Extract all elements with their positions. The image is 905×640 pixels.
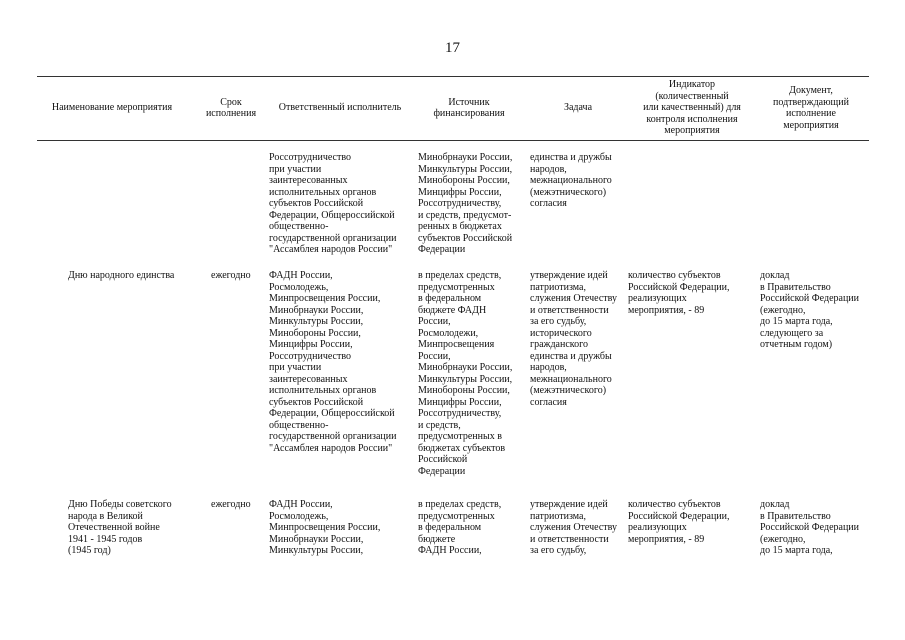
row-task: единства и дружбы народов, межнационального (межэтнического) согласия bbox=[530, 152, 612, 209]
header-task: Задача bbox=[563, 102, 593, 114]
row-document: доклад в Правительство Российской Федерации (ежегодно, до 15 марта года, следующего за отчетным годом) bbox=[760, 270, 860, 350]
header-bottom-rule bbox=[37, 140, 869, 141]
row-document: доклад в Правительство Российской Федерации (ежегодно, до 15 марта года, bbox=[760, 499, 860, 556]
row-event-name: Дню народного единства bbox=[68, 270, 175, 281]
header-executor: Ответственный исполнитель bbox=[278, 102, 402, 114]
row-funding: в пределах средств, предусмотренных в федеральном бюджете ФАДН России, Росмолодежи, Минпросвещения России, Минобрнауки России, Минкультуры России, Минобороны России, Минцифры России, Россотрудничеству, и средств, предусмотренных в бюджетах субъектов Российской Федерации bbox=[418, 270, 513, 477]
row-task: утверждение идей патриотизма, служения Отечеству и ответственности за его судьбу, bbox=[530, 499, 618, 556]
header-event-name: Наименование мероприятия bbox=[51, 102, 173, 114]
table-top-rule bbox=[37, 76, 869, 77]
header-funding: Источник финансирования bbox=[433, 96, 505, 119]
header-term: Срок исполнения bbox=[205, 96, 257, 119]
row-task: утверждение идей патриотизма, служения Отечеству и ответственности за его судьбу, исторического гражданского единства и дружбы народов, межнационального (межэтнического) согласия bbox=[530, 270, 618, 408]
row-executor: ФАДН России, Росмолодежь, Минпросвещения России, Минобрнауки России, Минкультуры России, Минобороны России, Минцифры России, Россотрудничество при участии заинтересованных исполнительных органов субъектов Российской Федерации, Общероссийской общественно- государственной организации "Ассамблея народов России" bbox=[269, 270, 397, 454]
page-number: 17 bbox=[445, 40, 460, 56]
row-executor: Россотрудничество при участии заинтересованных исполнительных органов субъектов Российской Федерации, Общероссийской общественно- государственной организации "Ассамблея народов России" bbox=[269, 152, 397, 255]
header-document: Документ, подтверждающий исполнение мероприятия bbox=[773, 85, 849, 131]
row-executor: ФАДН России, Росмолодежь, Минпросвещения России, Минобрнауки России, Минкультуры России, bbox=[269, 499, 381, 556]
row-indicator: количество субъектов Российской Федерации, реализующих мероприятия, - 89 bbox=[628, 499, 730, 545]
row-funding: в пределах средств, предусмотренных в федеральном бюджете ФАДН России, bbox=[418, 499, 502, 556]
row-event-name: Дню Победы советского народа в Великой Отечественной войне 1941 - 1945 годов (1945 год) bbox=[68, 499, 172, 556]
row-term: ежегодно bbox=[211, 270, 251, 281]
row-funding: Минобрнауки России, Минкультуры России, Минобороны России, Минцифры России, Россотрудничеству, и средств, предусмот- ренных в бюджетах субъектов Российской Федерации bbox=[418, 152, 513, 255]
header-indicator: Индикатор (количественный или качественный) для контроля исполнения мероприятия bbox=[643, 79, 741, 137]
row-term: ежегодно bbox=[211, 499, 251, 510]
row-indicator: количество субъектов Российской Федерации, реализующих мероприятия, - 89 bbox=[628, 270, 730, 316]
